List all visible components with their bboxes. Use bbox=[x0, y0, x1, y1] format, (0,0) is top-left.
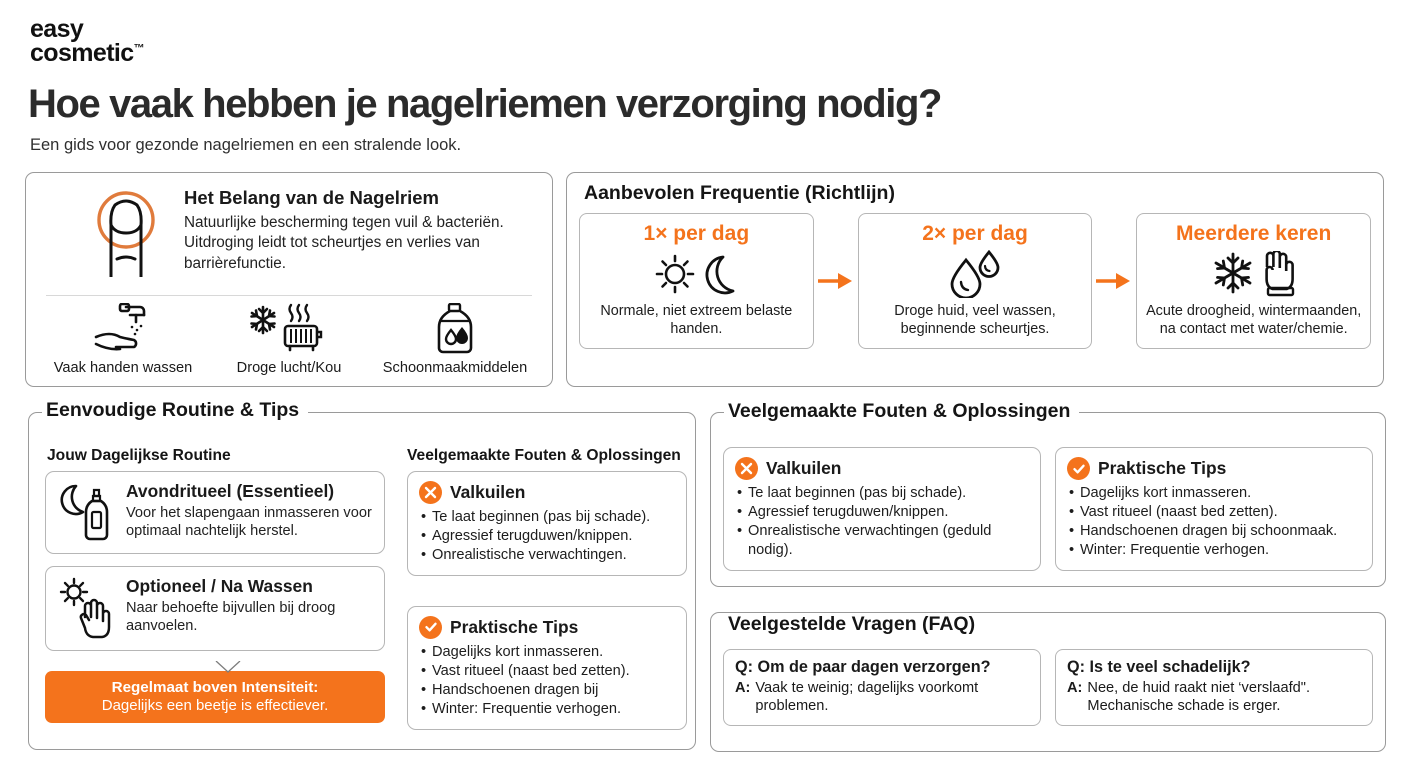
brand-logo bbox=[30, 15, 145, 67]
page-subtitle: Een gids voor gezonde nagelriemen en een stralende look. bbox=[30, 136, 462, 154]
arrow-right-icon bbox=[814, 213, 858, 349]
pitfalls-list bbox=[419, 508, 675, 565]
frequency-card-twice bbox=[858, 213, 1093, 349]
faq-question bbox=[735, 658, 1029, 677]
list-item: • Te laat beginnen (pas bij schade). bbox=[735, 484, 1029, 503]
faq-q-label: Q: bbox=[1067, 658, 1085, 676]
faq-item bbox=[1055, 649, 1373, 726]
divider bbox=[46, 295, 532, 296]
fingernail-icon bbox=[84, 185, 168, 290]
risk-label: Schoonmaakmiddelen bbox=[382, 360, 528, 376]
faq-legend: Veelgestelde Vragen (FAQ) bbox=[724, 613, 984, 636]
list-item: • Agressief terugduwen/knippen. bbox=[735, 503, 1029, 522]
risk-label: Vaak handen wassen bbox=[53, 360, 193, 376]
sun-hand-icon bbox=[58, 577, 116, 639]
water-drops-icon bbox=[944, 249, 1006, 299]
faq-answer bbox=[1067, 679, 1361, 715]
routine-right-heading: Veelgemaakte Fouten & Oplossingen bbox=[407, 447, 681, 464]
brand-line-2: cosmetic™ bbox=[30, 38, 145, 67]
brand-line-1: easy bbox=[30, 15, 84, 43]
faq-q-text: Is te veel schadelijk? bbox=[1089, 658, 1251, 676]
faq-a-text: Vaak te weinig; dagelijks voorkomt problemen. bbox=[755, 680, 979, 715]
check-circle-icon bbox=[1067, 457, 1090, 480]
frequency-title: 1× per dag bbox=[643, 222, 750, 245]
pitfalls-title: Valkuilen bbox=[766, 458, 842, 478]
trademark-symbol: ™ bbox=[133, 42, 145, 55]
routine-right-column bbox=[407, 471, 687, 730]
tips-list bbox=[419, 643, 675, 719]
tips-title: Praktische Tips bbox=[450, 616, 579, 637]
routine-pitfalls-card bbox=[407, 471, 687, 576]
moon-bottle-icon bbox=[58, 482, 116, 542]
banner-line-1: Regelmaat boven Intensiteit: bbox=[111, 679, 319, 696]
x-circle-icon bbox=[419, 481, 442, 504]
frequency-card-row bbox=[579, 213, 1371, 349]
mistakes-columns bbox=[723, 447, 1373, 571]
routine-card-title: Optioneel / Na Wassen bbox=[126, 576, 313, 596]
list-item: • Agressief terugduwen/knippen. bbox=[419, 527, 675, 546]
routine-legend: Eenvoudige Routine & Tips bbox=[42, 399, 308, 422]
frequency-title: 2× per dag bbox=[922, 222, 1028, 245]
faq-q-text: Om de paar dagen verzorgen? bbox=[757, 658, 991, 676]
routine-left-column bbox=[45, 471, 385, 723]
list-item: • Handschoenen dragen bij bbox=[419, 681, 675, 700]
mistakes-pitfalls-card bbox=[723, 447, 1041, 571]
routine-card-text: Voor het slapengaan inmasseren voor optimaal nachtelijk herstel. bbox=[126, 505, 372, 540]
risk-item-cleaning bbox=[372, 301, 538, 376]
frequency-desc: Acute droogheid, wintermaanden, na contact met water/chemie. bbox=[1146, 303, 1362, 337]
routine-card-optional bbox=[45, 566, 385, 651]
list-item: • Vast ritueel (naast bed zetten). bbox=[1067, 503, 1361, 522]
snowflake-glove-icon bbox=[1211, 249, 1297, 299]
frequency-desc: Normale, niet extreem belaste handen. bbox=[600, 303, 793, 337]
arrow-right-icon bbox=[1092, 213, 1136, 349]
frequency-card-once bbox=[579, 213, 814, 349]
list-item: • Onrealistische verwachtingen. bbox=[419, 546, 675, 565]
list-item: • Te laat beginnen (pas bij schade). bbox=[419, 508, 675, 527]
list-item: • Winter: Frequentie verhogen. bbox=[419, 700, 675, 719]
routine-left-heading: Jouw Dagelijkse Routine bbox=[47, 447, 231, 464]
routine-banner bbox=[45, 671, 385, 723]
frequency-card-multiple bbox=[1136, 213, 1371, 349]
risk-factor-row bbox=[40, 301, 538, 376]
routine-card-title: Avondritueel (Essentieel) bbox=[126, 481, 335, 501]
tips-title: Praktische Tips bbox=[1098, 458, 1227, 478]
importance-title: Het Belang van de Nagelriem bbox=[184, 187, 439, 208]
routine-card-evening bbox=[45, 471, 385, 554]
mistakes-legend: Veelgemaakte Fouten & Oplossingen bbox=[724, 400, 1079, 423]
faq-question bbox=[1067, 658, 1361, 677]
risk-item-dryair bbox=[206, 301, 372, 376]
risk-item-handwashing bbox=[40, 301, 206, 376]
tips-list bbox=[1067, 484, 1361, 560]
page-title: Hoe vaak hebben je nagelriemen verzorging nodig? bbox=[28, 82, 942, 126]
frequency-legend: Aanbevolen Frequentie (Richtlijn) bbox=[580, 182, 904, 205]
hand-washing-icon bbox=[90, 301, 156, 355]
frequency-title: Meerdere keren bbox=[1176, 222, 1332, 245]
tips-header bbox=[419, 616, 675, 639]
mistakes-panel bbox=[710, 412, 1386, 587]
tips-header bbox=[1067, 457, 1361, 480]
list-item: • Vast ritueel (naast bed zetten). bbox=[419, 662, 675, 681]
importance-panel bbox=[25, 172, 553, 387]
frequency-desc: Droge huid, veel wassen, beginnende scheurtjes. bbox=[894, 303, 1056, 337]
faq-a-text: Nee, de huid raakt niet ‘verslaafd". Mechanische schade is erger. bbox=[1087, 680, 1310, 715]
x-circle-icon bbox=[735, 457, 758, 480]
pitfalls-header bbox=[419, 481, 675, 504]
faq-item bbox=[723, 649, 1041, 726]
faq-q-label: Q: bbox=[735, 658, 753, 676]
list-item: • Dagelijks kort inmasseren. bbox=[419, 643, 675, 662]
sun-moon-icon bbox=[651, 249, 741, 299]
banner-line-2: Dagelijks een beetje is effectiever. bbox=[101, 697, 329, 714]
list-item: • Winter: Frequentie verhogen. bbox=[1067, 541, 1361, 560]
pitfalls-header bbox=[735, 457, 1029, 480]
importance-body: Natuurlijke bescherming tegen vuil & bacteriën. Uitdroging leidt tot scheurtjes en verlies van barrièrefunctie. bbox=[184, 214, 504, 272]
routine-card-text: Naar behoefte bijvullen bij droog aanvoelen. bbox=[126, 600, 336, 635]
list-item: • Onrealistische verwachtingen (geduld nodig). bbox=[735, 522, 1029, 560]
faq-answer bbox=[735, 679, 1029, 715]
routine-panel bbox=[28, 412, 696, 750]
faq-a-label: A: bbox=[1067, 680, 1083, 696]
pitfalls-list bbox=[735, 484, 1029, 560]
list-item: • Handschoenen dragen bij schoonmaak. bbox=[1067, 522, 1361, 541]
snowflake-radiator-icon bbox=[247, 301, 331, 355]
check-circle-icon bbox=[419, 616, 442, 639]
list-item: • Dagelijks kort inmasseren. bbox=[1067, 484, 1361, 503]
faq-row bbox=[723, 649, 1373, 726]
routine-tips-card bbox=[407, 606, 687, 730]
faq-a-label: A: bbox=[735, 680, 751, 696]
risk-label: Droge lucht/Kou bbox=[236, 360, 342, 376]
pitfalls-title: Valkuilen bbox=[450, 482, 526, 502]
mistakes-tips-card bbox=[1055, 447, 1373, 571]
cleaning-bottle-icon bbox=[431, 301, 479, 355]
